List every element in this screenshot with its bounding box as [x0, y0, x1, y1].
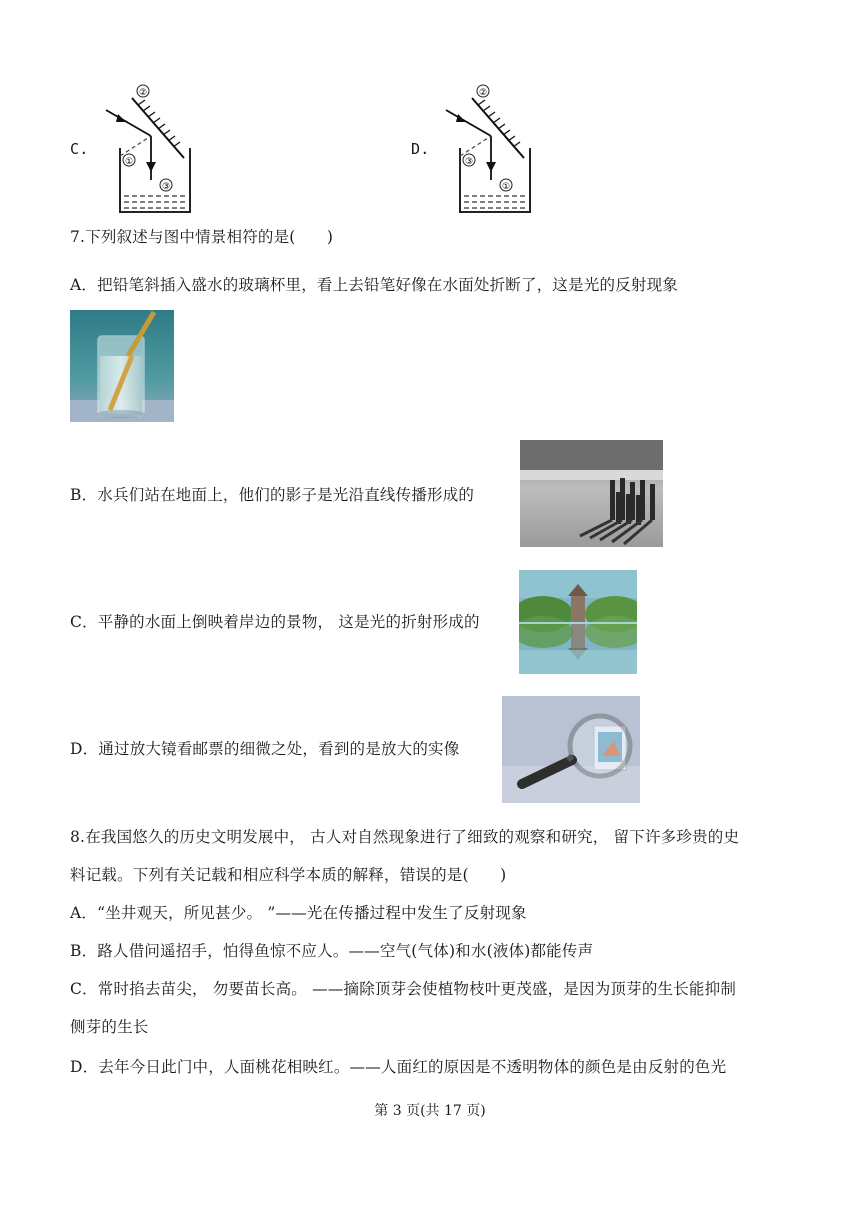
q8-option-a: A．“坐井观天，所见甚少。 ”——光在传播过程中发生了反射现象 [70, 904, 527, 922]
q8-option-b: B．路人借问遥招手，怕得鱼惊不应人。——空气(气体)和水(液体)都能传声 [70, 942, 594, 960]
q7-option-b: B．水兵们站在地面上，他们的影子是光沿直线传播形成的 [70, 486, 475, 504]
pavilion-reflection-photo [519, 570, 637, 674]
page-footer: 第 3 页(共 17 页) [374, 1103, 486, 1119]
q6-option-d-letter: D. [411, 140, 430, 158]
q6-d-label-top: ② [478, 88, 488, 98]
q6-c-label-bottom: ③ [161, 182, 171, 192]
q6-option-d-diagram [436, 78, 536, 220]
q6-d-label-left: ③ [464, 157, 474, 167]
q8-option-d: D．去年今日此门中，人面桃花相映红。——人面红的原因是不透明物体的颜色是由反射的色光 [70, 1058, 727, 1076]
q6-option-c-diagram [96, 78, 196, 220]
q8-stem-line-1: 8.在我国悠久的历史文明发展中， 古人对自然现象进行了细致的观察和研究， 留下许多珍贵的史 [70, 828, 740, 846]
pencil-in-water-photo [70, 310, 174, 422]
q6-option-c-letter: C. [70, 140, 89, 158]
q8-option-c-line-2: 侧芽的生长 [70, 1018, 149, 1036]
q6-c-label-left: ① [124, 157, 134, 167]
q8-option-c-line-1: C．常时掐去苗尖， 勿要苗长高。 ——摘除顶芽会使植物枝叶更茂盛，是因为顶芽的生长能抑制 [70, 980, 737, 998]
q6-c-label-top: ② [138, 88, 148, 98]
q7-stem: 7.下列叙述与图中情景相符的是( ) [70, 228, 334, 246]
q7-option-c: C．平静的水面上倒映着岸边的景物， 这是光的折射形成的 [70, 613, 480, 631]
magnifier-stamp-photo [502, 696, 640, 803]
q7-option-a: A．把铅笔斜插入盛水的玻璃杯里，看上去铅笔好像在水面处折断了，这是光的反射现象 [70, 276, 678, 294]
q8-stem-line-2: 料记载。下列有关记载和相应科学本质的解释，错误的是( ) [70, 866, 507, 884]
sailors-shadows-photo [520, 440, 663, 547]
q6-d-label-bottom: ① [501, 182, 511, 192]
q7-option-d: D．通过放大镜看邮票的细微之处，看到的是放大的实像 [70, 740, 460, 758]
